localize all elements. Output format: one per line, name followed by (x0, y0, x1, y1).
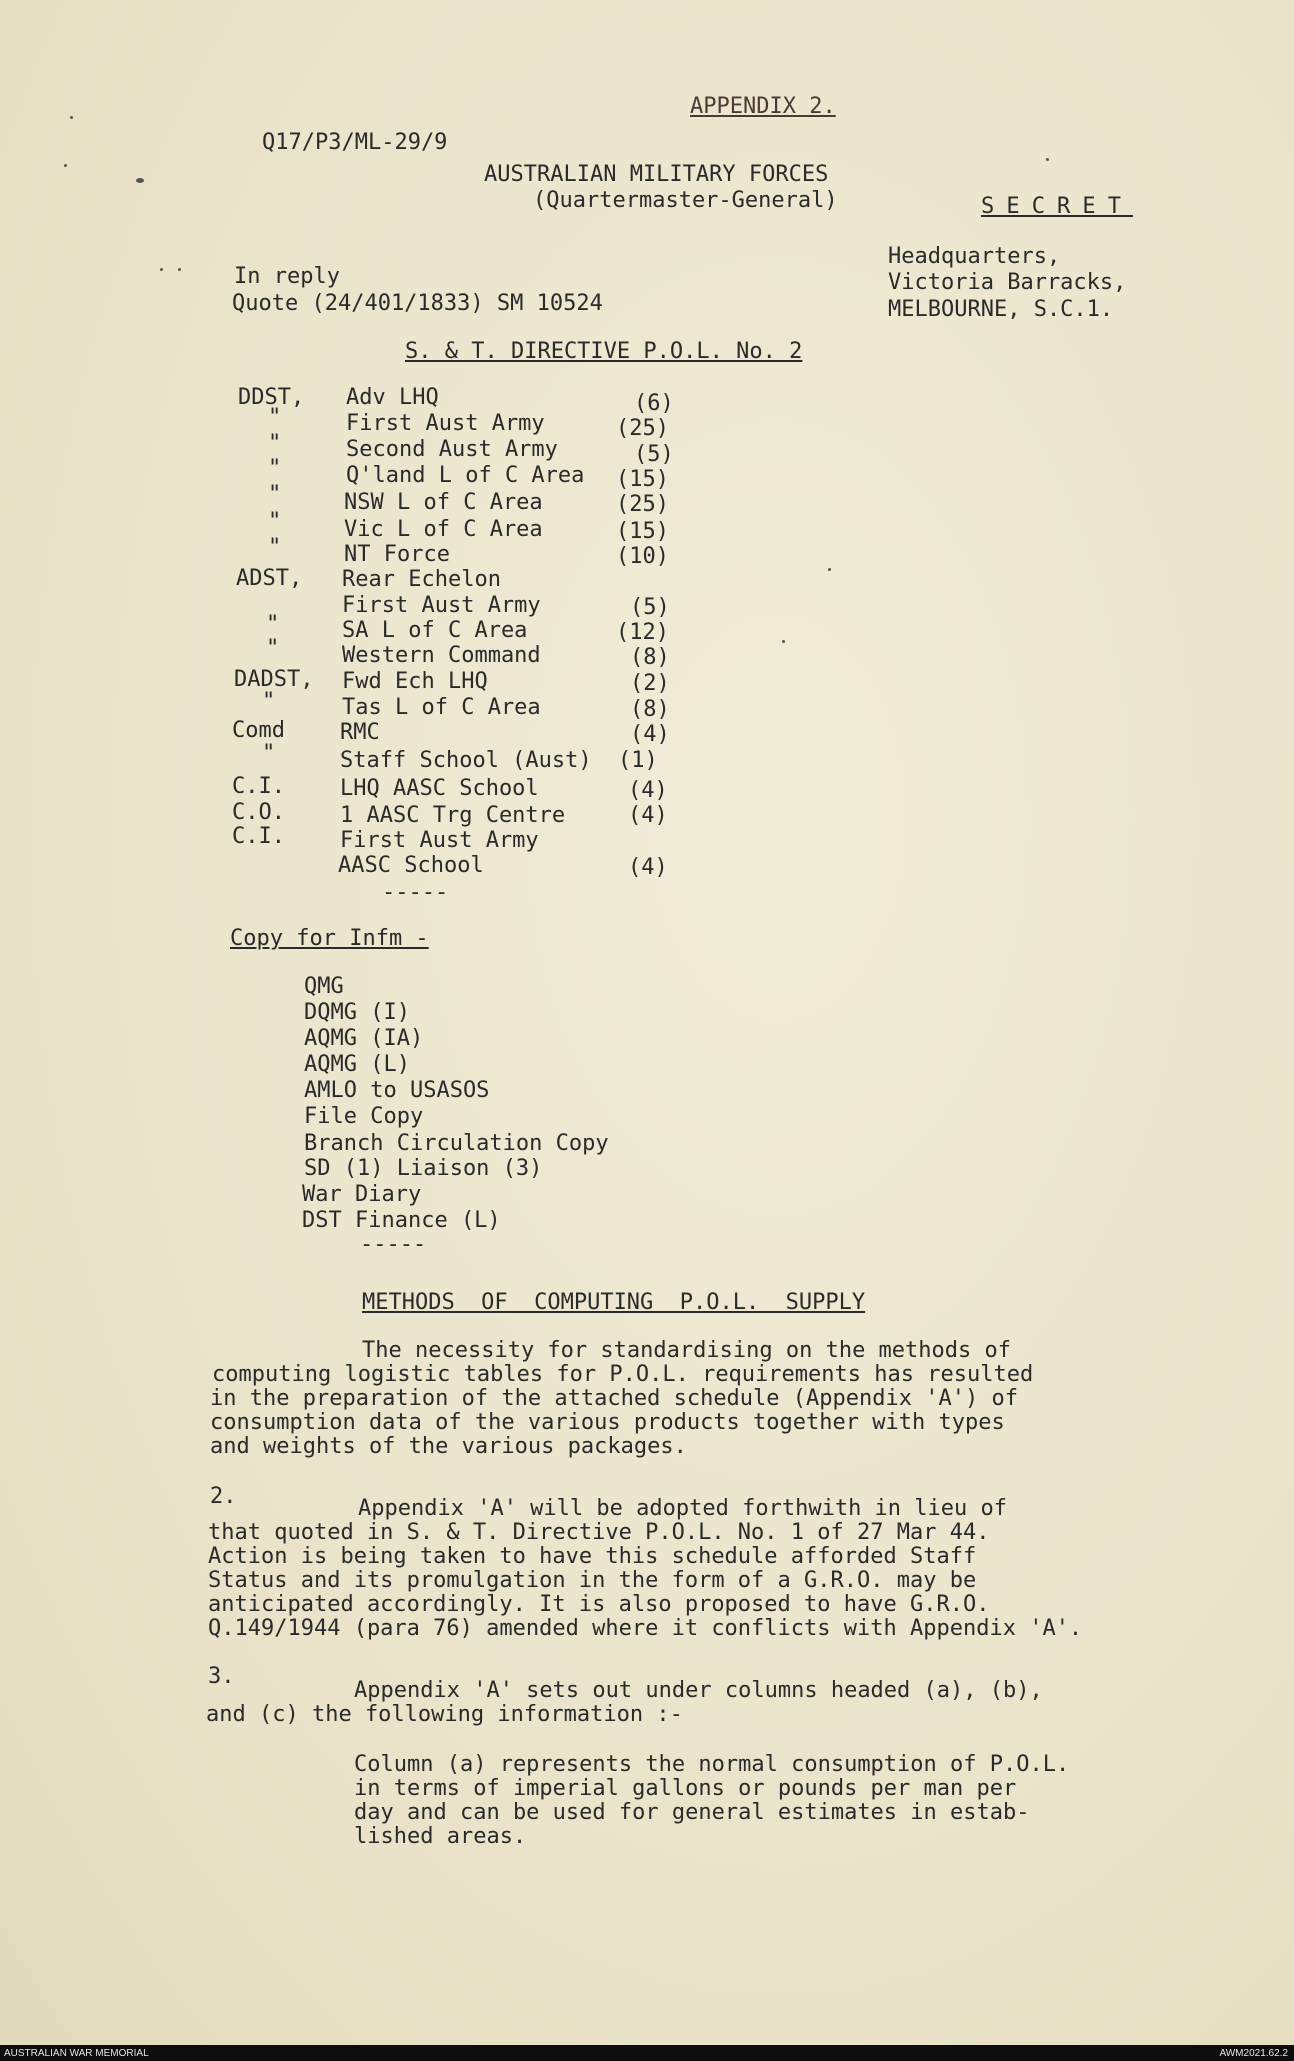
dist-unit: Second Aust Army (346, 437, 558, 462)
paper-speck (70, 116, 73, 119)
directive-title: S. & T. DIRECTIVE P.O.L. No. 2 (405, 339, 803, 364)
paragraph-line: and weights of the various packages. (210, 1434, 687, 1459)
paragraph-line: anticipated accordingly. It is also proposed to have G.R.O. (208, 1592, 990, 1617)
paragraph-line: and (c) the following information :- (206, 1702, 683, 1727)
dist-copies: (8) (630, 697, 670, 722)
footer-credit: AUSTRALIAN WAR MEMORIAL (4, 2048, 149, 2059)
dist-copies: (8) (630, 645, 670, 670)
dist-copies: (25) (616, 492, 669, 517)
dist-copies: (15) (616, 519, 669, 544)
paper-speck (1046, 158, 1049, 161)
dist-unit: AASC School (338, 853, 484, 878)
dist-copies: (1) (618, 748, 658, 773)
dist-prefix: " (268, 482, 282, 507)
dist-unit: Staff School (Aust) (340, 748, 592, 773)
dist-unit: LHQ AASC School (340, 776, 539, 801)
classification-marking: SECRET (981, 194, 1134, 219)
dist-copies: (4) (628, 778, 668, 803)
paragraph-line: in the preparation of the attached schedule (Appendix 'A') of (210, 1386, 1018, 1411)
dist-prefix: Comd (232, 718, 285, 743)
dist-copies: (4) (628, 855, 668, 880)
dist-prefix: " (262, 689, 276, 714)
copy-item: DST Finance (L) (302, 1208, 501, 1233)
paragraph-line: Action is being taken to have this schedule afforded Staff (208, 1544, 977, 1569)
paragraph-line: that quoted in S. & T. Directive P.O.L. No. 1 of 27 Mar 44. (208, 1520, 990, 1545)
dist-unit: First Aust Army (346, 411, 545, 436)
paper-speck (782, 640, 785, 643)
dist-prefix: DDST, (238, 385, 305, 410)
paper-speck (64, 164, 67, 167)
paper-speck (178, 268, 181, 271)
dist-prefix: C.O. (232, 800, 285, 825)
dist-unit: First Aust Army (342, 593, 541, 618)
dist-copies: (12) (616, 620, 669, 645)
copy-item: QMG (304, 974, 344, 999)
dist-unit: NT Force (344, 542, 450, 567)
copy-item: AQMG (L) (304, 1052, 410, 1077)
reply-line-2: Quote (24/401/1833) SM 10524 (232, 291, 603, 316)
dist-unit: Adv LHQ (346, 385, 439, 410)
copy-item: AMLO to USASOS (304, 1078, 490, 1103)
paragraph-line: Q.149/1944 (para 76) amended where it conflicts with Appendix 'A'. (208, 1616, 1083, 1641)
copy-item: Branch Circulation Copy (304, 1131, 609, 1156)
dist-prefix: " (268, 535, 282, 560)
dist-unit: Western Command (342, 643, 541, 668)
appendix-label: APPENDIX 2. (690, 94, 836, 119)
dist-copies: (6) (634, 391, 674, 416)
dist-prefix: " (266, 636, 280, 661)
dist-prefix: " (268, 405, 282, 430)
footer-accession-number: AWM2021.62.2 (1219, 2048, 1288, 2059)
dist-copies: (4) (630, 722, 670, 747)
dist-unit: RMC (340, 720, 380, 745)
hq-address-line-2: Victoria Barracks, (888, 270, 1127, 295)
copy-item: War Diary (302, 1182, 422, 1207)
dist-prefix: " (266, 612, 280, 637)
paragraph-line: The necessity for standardising on the methods of (362, 1338, 1012, 1363)
dist-copies: (10) (616, 544, 669, 569)
separator-dashes: ----- (382, 880, 449, 905)
paragraph-line: lished areas. (354, 1824, 527, 1849)
dist-prefix: " (268, 509, 282, 534)
dist-prefix: " (262, 741, 276, 766)
dist-copies: (25) (616, 416, 669, 441)
copy-item: AQMG (IA) (304, 1026, 424, 1051)
hq-address-line-3: MELBOURNE, S.C.1. (888, 297, 1114, 322)
paragraph-line: Appendix 'A' will be adopted forthwith in lieu of (358, 1496, 1008, 1521)
file-reference: Q17/P3/ML-29/9 (262, 130, 448, 155)
paragraph-line: consumption data of the various products together with types (210, 1410, 1005, 1435)
paragraph-line: computing logistic tables for P.O.L. requirements has resulted (212, 1362, 1034, 1387)
dist-unit: Q'land L of C Area (346, 463, 585, 488)
paragraph-line: day and can be used for general estimates in estab- (354, 1800, 1030, 1825)
dist-unit: Vic L of C Area (344, 517, 543, 542)
dist-copies: (15) (616, 467, 669, 492)
paragraph-number: 3. (208, 1664, 235, 1689)
paper-speck (160, 268, 163, 271)
dist-unit: 1 AASC Trg Centre (340, 803, 566, 828)
hq-address-line-1: Headquarters, (888, 244, 1061, 269)
organisation-branch: (Quartermaster-General) (533, 188, 838, 213)
dist-copies: (4) (628, 803, 668, 828)
paragraph-line: Status and its promulgation in the form of a G.R.O. may be (208, 1568, 977, 1593)
dist-unit: Fwd Ech LHQ (342, 669, 488, 694)
dist-unit: First Aust Army (340, 828, 539, 853)
dist-unit: Tas L of C Area (342, 695, 541, 720)
dist-prefix: C.I. (232, 774, 285, 799)
copy-item: File Copy (304, 1104, 424, 1129)
section-heading: METHODS OF COMPUTING P.O.L. SUPPLY (362, 1290, 866, 1315)
separator-dashes: ----- (360, 1232, 427, 1257)
dist-prefix: DADST, (234, 667, 314, 692)
dist-unit: NSW L of C Area (344, 490, 543, 515)
reply-line-1: In reply (234, 264, 340, 289)
dist-copies: (2) (630, 671, 670, 696)
copy-item: SD (1) Liaison (3) (304, 1156, 543, 1181)
paper-speck (136, 178, 144, 183)
organisation-name: AUSTRALIAN MILITARY FORCES (484, 162, 829, 187)
dist-prefix: " (268, 431, 282, 456)
paragraph-line: in terms of imperial gallons or pounds per man per (354, 1776, 1017, 1801)
paragraph-line: Column (a) represents the normal consumption of P.O.L. (354, 1752, 1070, 1777)
dist-copies: (5) (634, 442, 674, 467)
dist-unit: Rear Echelon (342, 567, 501, 592)
dist-prefix: C.I. (232, 824, 285, 849)
copy-item: DQMG (I) (304, 1000, 410, 1025)
paper-speck (828, 568, 831, 571)
paragraph-line: Appendix 'A' sets out under columns headed (a), (b), (354, 1678, 1043, 1703)
paragraph-number: 2. (210, 1484, 237, 1509)
copy-for-infm-heading: Copy for Infm - (230, 926, 429, 951)
dist-unit: SA L of C Area (342, 618, 528, 643)
dist-prefix: " (268, 456, 282, 481)
dist-prefix: ADST, (236, 566, 303, 591)
dist-copies: (5) (630, 595, 670, 620)
